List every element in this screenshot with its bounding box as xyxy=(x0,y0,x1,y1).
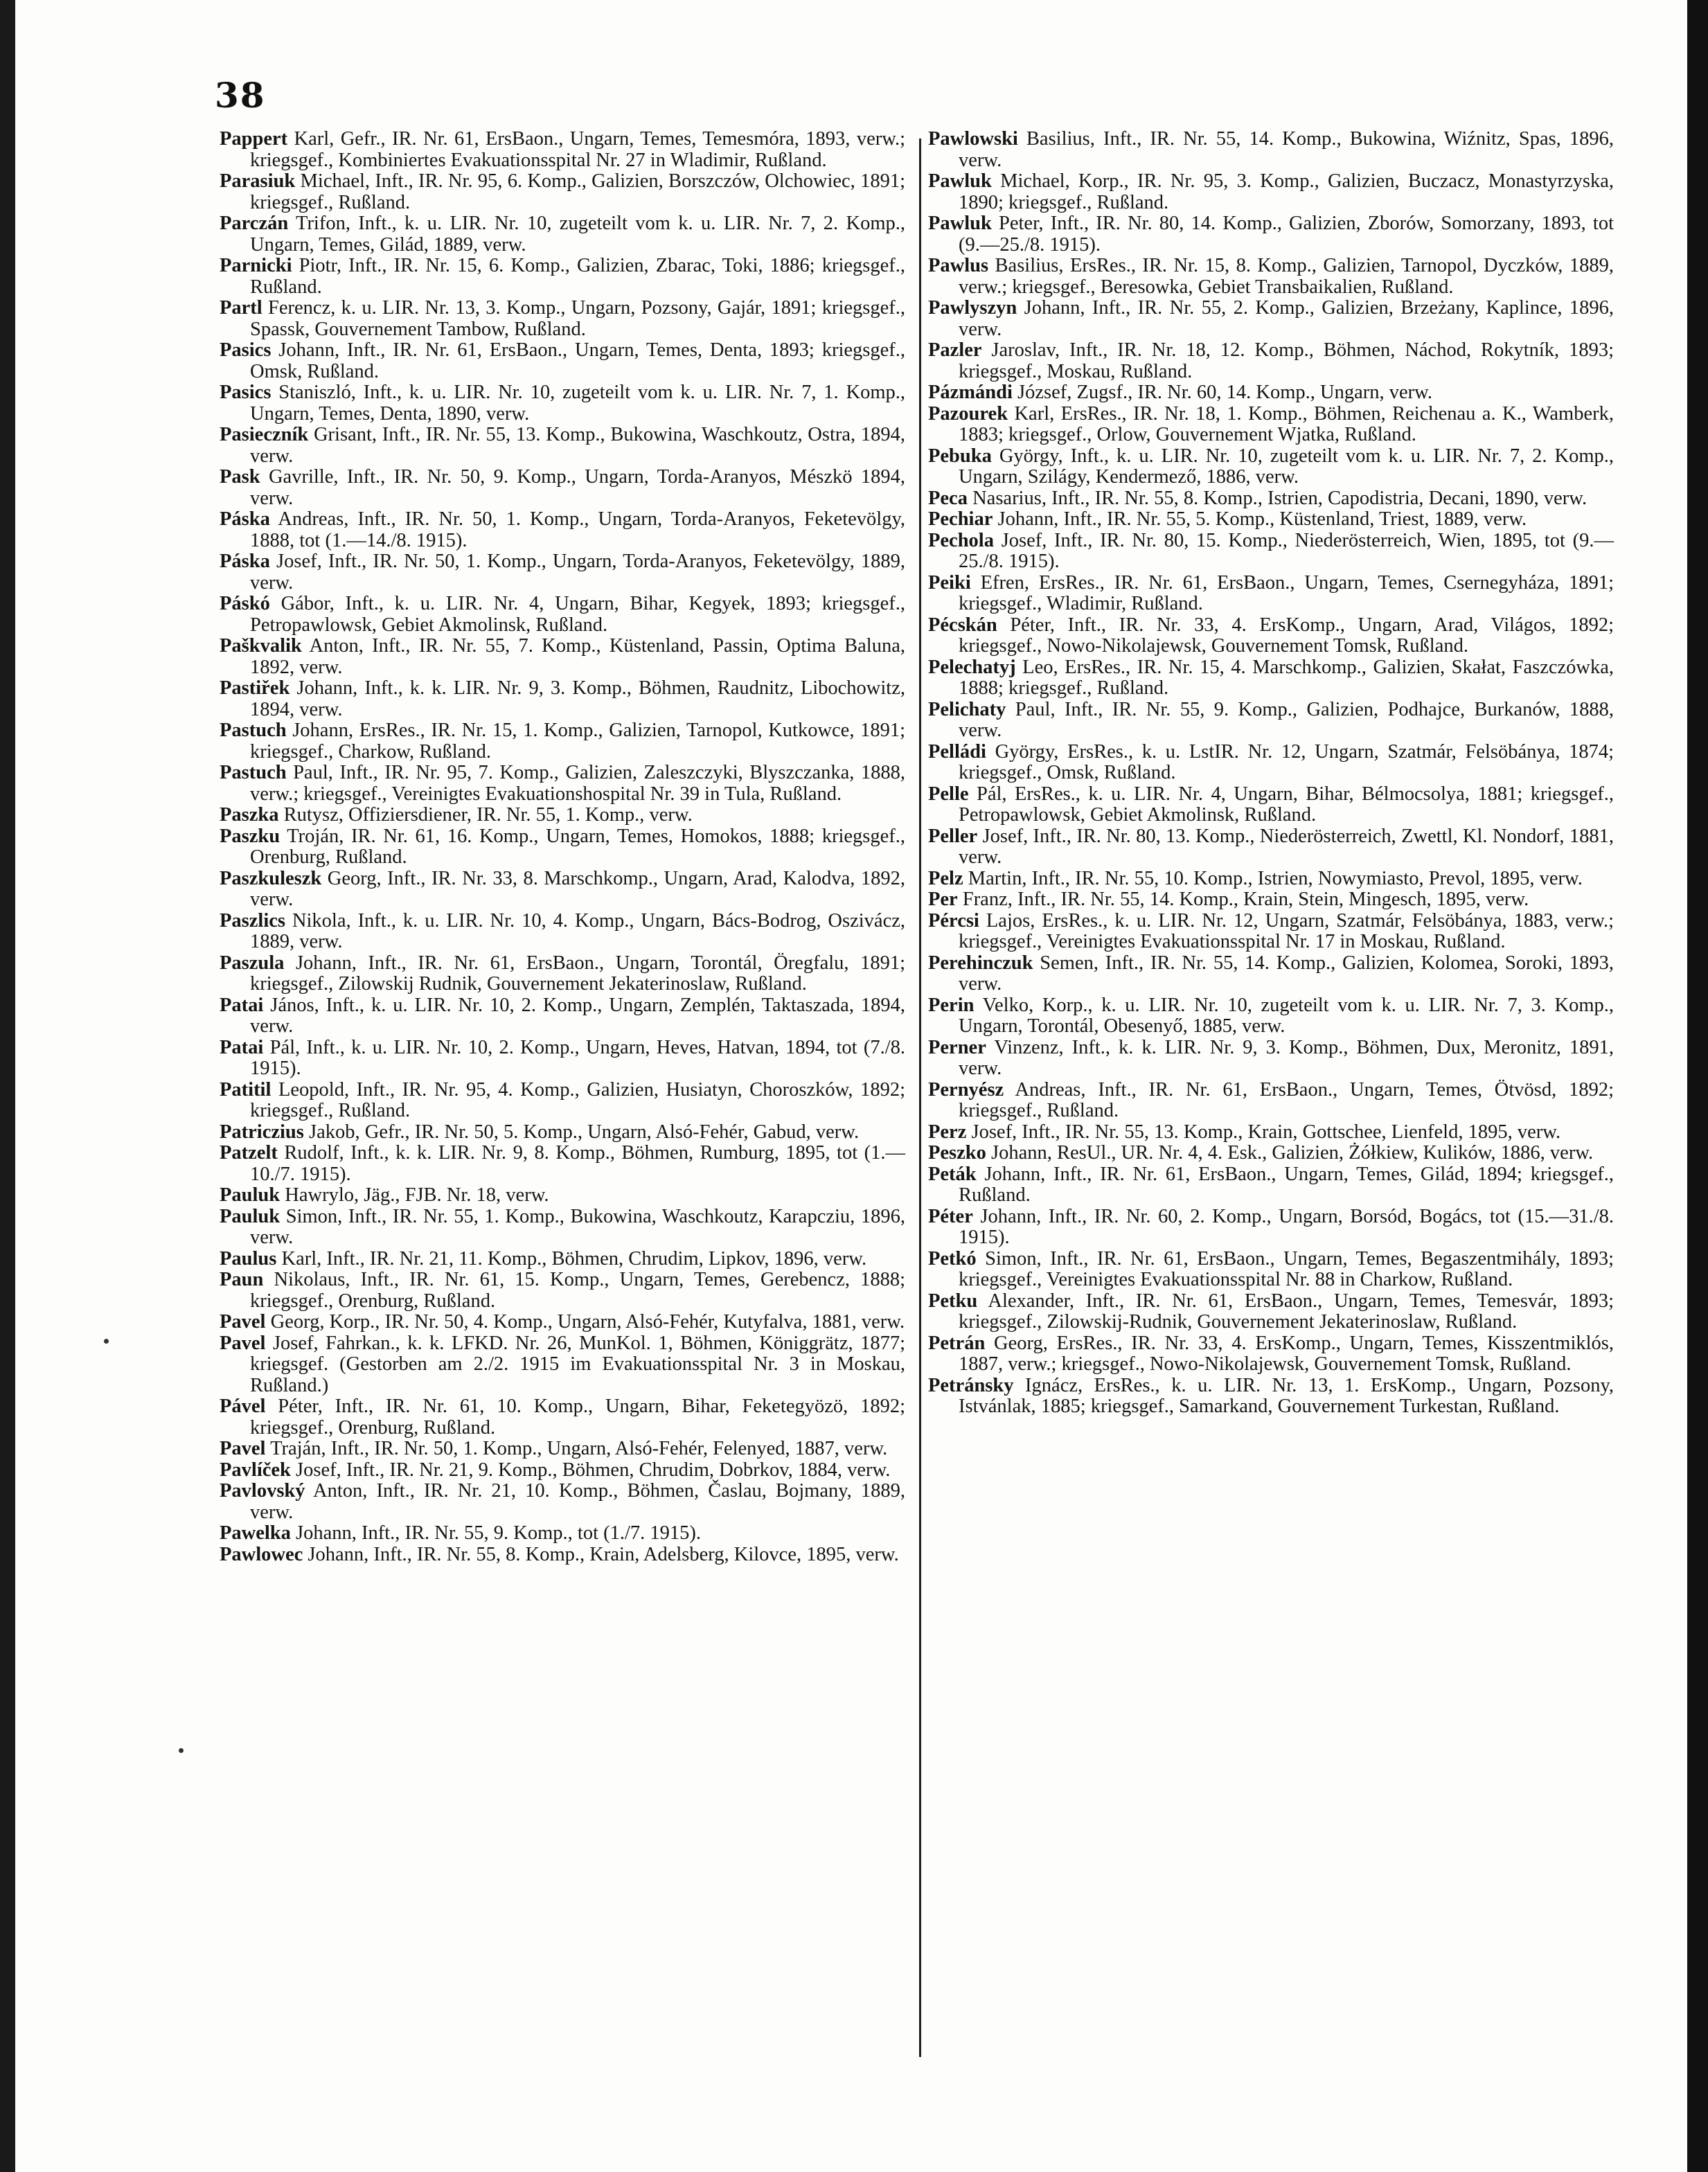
entry-surname: Pawluk xyxy=(928,213,992,234)
entry-details: Michael, Inft., IR. Nr. 95, 6. Komp., Galizien, Borszczów, Olchowiec, 1891; kriegsgef., Rußland. xyxy=(250,170,905,213)
entry-surname: Pask xyxy=(220,466,260,488)
register-entry xyxy=(220,1143,905,1185)
entry-surname: Paun xyxy=(220,1269,264,1290)
page-number: 38 xyxy=(215,75,266,116)
entry-details: Jaroslav, Inft., IR. Nr. 18, 12. Komp., Böhmen, Náchod, Rokytník, 1893; kriegsgef., Moskau, Rußland. xyxy=(959,339,1614,382)
entry-details: Gábor, Inft., k. u. LIR. Nr. 4, Ungarn, Bihar, Kegyek, 1893; kriegsgef., Petropawlowsk, Gebiet Akmolinsk, Rußland. xyxy=(250,593,905,636)
entry-details: Pál, Inft., k. u. LIR. Nr. 10, 2. Komp., Ungarn, Heves, Hatvan, 1894, tot (7./8. 1915). xyxy=(250,1036,905,1079)
entry-details: Gavrille, Inft., IR. Nr. 50, 9. Komp., Ungarn, Torda-Aranyos, Mészkö 1894, verw. xyxy=(250,466,905,509)
register-entry xyxy=(928,213,1614,256)
register-entry xyxy=(220,911,905,953)
entry-details: Péter, Inft., IR. Nr. 33, 4. ErsKomp., Ungarn, Arad, Világos, 1892; kriegsgef., Nowo-Nikolajewsk, Gouvernement Tomsk, Rußland. xyxy=(959,614,1614,657)
register-entry xyxy=(220,1481,905,1523)
entry-details: Grisant, Inft., IR. Nr. 55, 13. Komp., Bukowina, Waschkoutz, Ostra, 1894, verw. xyxy=(250,424,905,467)
entry-surname: Perz xyxy=(928,1121,967,1143)
register-entry xyxy=(928,615,1614,657)
register-entry xyxy=(220,953,905,995)
register-entry xyxy=(928,129,1614,171)
entry-details: Lajos, ErsRes., k. u. LIR. Nr. 12, Ungarn, Szatmár, Felsöbánya, 1883, verw.; kriegsgef., Vereinigtes Evakuationsspital Nr. 17 in Moskau, Rußland. xyxy=(959,909,1614,952)
entry-details: Pál, ErsRes., k. u. LIR. Nr. 4, Ungarn, Bihar, Bélmocsolya, 1881; kriegsgef., Petropawlowsk, Gebiet Akmolinsk, Rußland. xyxy=(959,783,1614,826)
entry-details: Josef, Inft., IR. Nr. 21, 9. Komp., Böhmen, Chrudim, Dobrkov, 1884, verw. xyxy=(290,1459,891,1481)
entry-surname: Pavel xyxy=(220,1332,266,1354)
register-entry xyxy=(220,1523,905,1545)
register-entry xyxy=(220,340,905,382)
entry-details: Michael, Korp., IR. Nr. 95, 3. Komp., Galizien, Buczacz, Monastyrzyska, 1890; kriegsgef., Rußland. xyxy=(959,170,1614,213)
entry-surname: Pastiřek xyxy=(220,677,290,699)
register-entry xyxy=(928,869,1614,890)
entry-details: Trifon, Inft., k. u. LIR. Nr. 10, zugeteilt vom k. u. LIR. Nr. 7, 2. Komp., Ungarn, Temes, Gilád, 1889, verw. xyxy=(250,213,905,256)
entry-surname: Pawluk xyxy=(928,170,992,192)
entry-surname: Pécskán xyxy=(928,614,997,636)
entry-details: János, Inft., k. u. LIR. Nr. 10, 2. Komp., Ungarn, Zemplén, Taktaszada, 1894, verw. xyxy=(250,994,905,1037)
entry-surname: Pércsi xyxy=(928,909,979,932)
entry-details: Anton, Inft., IR. Nr. 55, 7. Komp., Küstenland, Passin, Optima Baluna, 1892, verw. xyxy=(250,635,905,678)
entry-details: Traján, Inft., IR. Nr. 50, 1. Komp., Ungarn, Alsó-Fehér, Felenyed, 1887, verw. xyxy=(265,1438,888,1459)
entry-details: Anton, Inft., IR. Nr. 21, 10. Komp., Böhmen, Časlau, Bojmany, 1889, verw. xyxy=(250,1480,905,1523)
entry-surname: Paulus xyxy=(220,1247,277,1270)
register-entry xyxy=(928,742,1614,784)
register-entry xyxy=(928,1249,1614,1291)
register-entry xyxy=(928,446,1614,488)
register-entry xyxy=(220,1333,905,1397)
entry-surname: Pawelka xyxy=(220,1522,291,1544)
entry-details: Georg, ErsRes., IR. Nr. 33, 4. ErsKomp., Ungarn, Temes, Kisszentmiklós, 1887, verw.; kriegsgef., Nowo-Nikolajewsk, Gouvernement Tomsk, Rußland. xyxy=(959,1332,1614,1375)
entry-details: Andreas, Inft., IR. Nr. 50, 1. Komp., Ungarn, Torda-Aranyos, Feketevölgy, 1888, tot (1.—14./8. 1915). xyxy=(250,508,905,551)
register-entry xyxy=(220,171,905,213)
entry-details: Josef, Inft., IR. Nr. 50, 1. Komp., Ungarn, Torda-Aranyos, Feketevölgy, 1889, verw. xyxy=(250,551,905,594)
scan-border xyxy=(1687,0,1708,2172)
entry-details: Johann, Inft., IR. Nr. 61, ErsBaon., Ungarn, Temes, Denta, 1893; kriegsgef., Omsk, Rußland. xyxy=(250,339,905,382)
register-entry xyxy=(928,509,1614,531)
entry-surname: Pebuka xyxy=(928,445,992,467)
entry-details: György, Inft., k. u. LIR. Nr. 10, zugeteilt vom k. u. LIR. Nr. 7, 2. Komp., Ungarn, Szilágy, Kendermező, 1886, verw. xyxy=(959,445,1614,488)
register-entry xyxy=(928,700,1614,742)
entry-surname: Patzelt xyxy=(220,1142,278,1164)
entry-surname: Peca xyxy=(928,487,968,509)
register-entry xyxy=(220,1439,905,1460)
entry-surname: Pastuch xyxy=(220,720,287,741)
entry-surname: Páska xyxy=(220,551,270,572)
register-entry xyxy=(928,404,1614,446)
entry-surname: Per xyxy=(928,889,958,910)
entry-surname: Pauluk xyxy=(220,1205,281,1227)
entry-surname: Pasics xyxy=(220,339,272,361)
register-entry xyxy=(220,425,905,467)
entry-surname: Pauluk xyxy=(220,1184,281,1206)
entry-details: Piotr, Inft., IR. Nr. 15, 6. Komp., Galizien, Zbarac, Toki, 1886; kriegsgef., Rußland. xyxy=(250,255,905,298)
entry-surname: Paszkuleszk xyxy=(220,867,322,889)
entry-details: Ferencz, k. u. LIR. Nr. 13, 3. Komp., Ungarn, Pozsony, Gajár, 1891; kriegsgef., Spassk, Gouvernement Tambow, Rußland. xyxy=(250,297,905,340)
entry-details: Josef, Inft., IR. Nr. 55, 13. Komp., Krain, Gottschee, Lienfeld, 1895, verw. xyxy=(966,1121,1561,1143)
entry-surname: Páska xyxy=(220,508,270,530)
entry-surname: Partl xyxy=(220,297,263,319)
register-entry xyxy=(928,171,1614,213)
entry-surname: Pavel xyxy=(220,1438,266,1459)
entry-surname: Pelle xyxy=(928,783,969,805)
entry-details: Basilius, ErsRes., IR. Nr. 15, 8. Komp., Galizien, Tarnopol, Dyczków, 1889, verw.; kriegsgef., Beresowka, Gebiet Transbaikalien, Rußland. xyxy=(959,255,1614,298)
entry-details: Leopold, Inft., IR. Nr. 95, 4. Komp., Galizien, Husiatyn, Choroszków, 1892; kriegsgef., Rußland. xyxy=(250,1078,905,1121)
entry-surname: Pawlus xyxy=(928,255,989,276)
register-entry xyxy=(220,805,905,826)
entry-surname: Peták xyxy=(928,1163,977,1185)
entry-surname: Paszlics xyxy=(220,909,285,932)
register-entry xyxy=(928,1143,1614,1164)
register-entry xyxy=(928,256,1614,298)
entry-surname: Pazler xyxy=(928,339,982,361)
entry-details: György, ErsRes., k. u. LstIR. Nr. 12, Ungarn, Szatmár, Felsöbánya, 1874; kriegsgef., Omsk, Rußland. xyxy=(959,740,1614,783)
register-entry xyxy=(220,1185,905,1207)
entry-details: Franz, Inft., IR. Nr. 55, 14. Komp., Krain, Stein, Mingesch, 1895, verw. xyxy=(957,889,1529,910)
entry-details: Johann, Inft., IR. Nr. 55, 2. Komp., Galizien, Brzeżany, Kaplince, 1896, verw. xyxy=(959,297,1614,340)
entry-surname: Parczán xyxy=(220,213,289,234)
register-entry xyxy=(220,1122,905,1143)
register-entry xyxy=(928,1333,1614,1376)
entry-surname: Perin xyxy=(928,994,975,1016)
register-entry xyxy=(220,720,905,763)
register-entry xyxy=(928,826,1614,869)
entry-surname: Pawlyszyn xyxy=(928,297,1017,319)
register-entry xyxy=(928,784,1614,826)
entry-surname: Péter xyxy=(928,1205,973,1227)
entry-surname: Petku xyxy=(928,1290,978,1312)
register-entry xyxy=(928,1207,1614,1249)
entry-surname: Pernyész xyxy=(928,1078,1004,1101)
register-entry xyxy=(220,1249,905,1270)
right-column xyxy=(928,129,1614,1418)
register-entry xyxy=(220,869,905,911)
register-entry xyxy=(928,1080,1614,1122)
register-entry xyxy=(928,1038,1614,1080)
register-entry xyxy=(220,129,905,171)
register-entry xyxy=(220,763,905,805)
entry-surname: Pechiar xyxy=(928,508,993,530)
entry-details: Josef, Inft., IR. Nr. 80, 13. Komp., Niederösterreich, Zwettl, Kl. Nondorf, 1881, verw. xyxy=(959,825,1614,868)
entry-surname: Paszka xyxy=(220,804,279,826)
entry-details: Nasarius, Inft., IR. Nr. 55, 8. Komp., Istrien, Capodistria, Decani, 1890, verw. xyxy=(967,487,1587,509)
entry-details: Georg, Inft., IR. Nr. 33, 8. Marschkomp., Ungarn, Arad, Kalodva, 1892, verw. xyxy=(250,867,905,910)
register-entry xyxy=(928,889,1614,911)
entry-details: Johann, ErsRes., IR. Nr. 15, 1. Komp., Galizien, Tarnopol, Kutkowce, 1891; kriegsgef., Charkow, Rußland. xyxy=(250,720,905,763)
register-entry xyxy=(928,995,1614,1038)
register-entry xyxy=(928,382,1614,404)
register-entry xyxy=(220,636,905,678)
entry-details: Nikola, Inft., k. u. LIR. Nr. 10, 4. Komp., Ungarn, Bács-Bodrog, Oszivácz, 1889, verw. xyxy=(250,909,905,952)
entry-details: Simon, Inft., IR. Nr. 55, 1. Komp., Bukowina, Waschkoutz, Karapcziu, 1896, verw. xyxy=(250,1205,905,1248)
entry-details: Leo, ErsRes., IR. Nr. 15, 4. Marschkomp., Galizien, Skałat, Faszczówka, 1888; kriegsgef., Rußland. xyxy=(959,656,1614,699)
entry-surname: Pavlovský xyxy=(220,1480,305,1502)
entry-details: Johann, Inft., IR. Nr. 55, 9. Komp., tot (1./7. 1915). xyxy=(290,1522,702,1544)
register-entry xyxy=(220,467,905,509)
entry-surname: Pavel xyxy=(220,1311,266,1333)
entry-surname: Pelz xyxy=(928,867,963,889)
entry-details: Rudolf, Inft., k. k. LIR. Nr. 9, 8. Komp., Böhmen, Rumburg, 1895, tot (1.—10./7. 1915). xyxy=(250,1142,905,1185)
entry-surname: Pastuch xyxy=(220,762,287,783)
entry-surname: Petrán xyxy=(928,1332,986,1354)
entry-surname: Pelichaty xyxy=(928,698,1006,720)
register-entry xyxy=(220,995,905,1038)
entry-details: Peter, Inft., IR. Nr. 80, 14. Komp., Galizien, Zborów, Somorzany, 1893, tot (9.—25./8. 1915). xyxy=(959,213,1614,256)
register-entry xyxy=(928,340,1614,382)
entry-details: Staniszló, Inft., k. u. LIR. Nr. 10, zugeteilt vom k. u. LIR. Nr. 7, 1. Komp., Ungarn, Temes, Denta, 1890, verw. xyxy=(250,382,905,425)
register-entry xyxy=(928,1164,1614,1207)
entry-details: Karl, Gefr., IR. Nr. 61, ErsBaon., Ungarn, Temes, Temesmóra, 1893, verw.; kriegsgef., Kombiniertes Evakuationsspital Nr. 27 in Wladimir, Rußland. xyxy=(250,128,905,171)
register-entry xyxy=(220,1396,905,1439)
entry-details: Jakob, Gefr., IR. Nr. 50, 5. Komp., Ungarn, Alsó-Fehér, Gabud, verw. xyxy=(303,1121,860,1143)
entry-surname: Pável xyxy=(220,1396,266,1417)
register-entry xyxy=(220,509,905,551)
register-entry xyxy=(220,551,905,594)
register-entry xyxy=(928,911,1614,953)
entry-details: Paul, Inft., IR. Nr. 55, 9. Komp., Galizien, Podhajce, Burkanów, 1888, verw. xyxy=(959,698,1614,741)
register-entry xyxy=(220,1080,905,1122)
entry-surname: Pasieczník xyxy=(220,424,309,445)
register-entry xyxy=(220,298,905,340)
entry-surname: Patai xyxy=(220,1036,264,1058)
entry-surname: Petkó xyxy=(928,1247,977,1270)
register-entry xyxy=(220,826,905,869)
register-entry xyxy=(220,1460,905,1481)
entry-details: Troján, IR. Nr. 61, 16. Komp., Ungarn, Temes, Homokos, 1888; kriegsgef., Orenburg, Rußland. xyxy=(250,825,905,868)
entry-surname: Patitil xyxy=(220,1078,272,1101)
register-entry xyxy=(928,1122,1614,1143)
entry-details: Semen, Inft., IR. Nr. 55, 14. Komp., Galizien, Kolomea, Soroki, 1893, verw. xyxy=(959,952,1614,995)
entry-details: Josef, Inft., IR. Nr. 80, 15. Komp., Niederösterreich, Wien, 1895, tot (9.—25./8. 1915). xyxy=(959,529,1614,572)
entry-details: Johann, Inft., IR. Nr. 61, ErsBaon., Ungarn, Torontál, Öregfalu, 1891; kriegsgef., Zilowskij Rudnik, Gouvernement Jekaterinoslaw, Rußland. xyxy=(250,952,905,995)
entry-surname: Perehinczuk xyxy=(928,952,1033,974)
document-page xyxy=(15,0,1687,2172)
entry-surname: Pasics xyxy=(220,382,272,403)
entry-details: Efren, ErsRes., IR. Nr. 61, ErsBaon., Ungarn, Temes, Csernegyháza, 1891; kriegsgef., Wladimir, Rußland. xyxy=(959,571,1614,614)
register-entry xyxy=(220,1207,905,1249)
entry-details: Rutysz, Offiziersdiener, IR. Nr. 55, 1. Komp., verw. xyxy=(278,804,693,826)
entry-details: Martin, Inft., IR. Nr. 55, 10. Komp., Istrien, Nowymiasto, Prevol, 1895, verw. xyxy=(963,867,1583,889)
register-entry xyxy=(220,1270,905,1312)
entry-details: Josef, Fahrkan., k. k. LFKD. Nr. 26, MunKol. 1, Böhmen, Königgrätz, 1877; kriegsgef. (Gestorben am 2./2. 1915 im Evakuationsspital Nr. 3 in Moskau, Rußland.) xyxy=(250,1332,905,1396)
register-entry xyxy=(928,573,1614,615)
entry-surname: Pawlowski xyxy=(928,128,1018,150)
entry-surname: Paškvalik xyxy=(220,635,302,657)
entry-details: Georg, Korp., IR. Nr. 50, 4. Komp., Ungarn, Alsó-Fehér, Kutyfalva, 1881, verw. xyxy=(265,1311,905,1333)
entry-details: Ignácz, ErsRes., k. u. LIR. Nr. 13, 1. ErsKomp., Ungarn, Pozsony, Istvánlak, 1885; kriegsgef., Samarkand, Gouvernement Turkestan, Rußland. xyxy=(959,1374,1614,1417)
entry-surname: Pavlíček xyxy=(220,1459,291,1481)
entry-details: Johann, Inft., IR. Nr. 60, 2. Komp., Ungarn, Borsód, Bogács, tot (15.—31./8. 1915). xyxy=(959,1205,1614,1248)
margin-speck xyxy=(179,1748,184,1753)
entry-surname: Paszku xyxy=(220,825,281,847)
register-entry xyxy=(220,1312,905,1333)
entry-details: Simon, Inft., IR. Nr. 61, ErsBaon., Ungarn, Temes, Begaszentmihály, 1893; kriegsgef., Vereinigtes Evakuationsspital Nr. 88 in Charkow, Rußland. xyxy=(959,1247,1614,1290)
entry-surname: Pelechatyj xyxy=(928,656,1016,678)
entry-details: Karl, Inft., IR. Nr. 21, 11. Komp., Böhmen, Chrudim, Lipkov, 1896, verw. xyxy=(276,1247,867,1270)
register-entry xyxy=(220,594,905,636)
entry-surname: Pelládi xyxy=(928,740,986,763)
entry-details: Paul, Inft., IR. Nr. 95, 7. Komp., Galizien, Zaleszczyki, Blyszczanka, 1888, verw.; kriegsgef., Vereinigtes Evakuationshospital Nr. 39 in Tula, Rußland. xyxy=(250,762,905,805)
entry-details: Péter, Inft., IR. Nr. 61, 10. Komp., Ungarn, Bihar, Feketegyözö, 1892; kriegsgef., Orenburg, Rußland. xyxy=(250,1396,905,1439)
entry-surname: Patai xyxy=(220,994,264,1016)
entry-surname: Parasiuk xyxy=(220,170,296,192)
entry-details: Johann, ResUl., UR. Nr. 4, 4. Esk., Galizien, Żółkiew, Kulików, 1886, verw. xyxy=(986,1142,1594,1164)
entry-surname: Pappert xyxy=(220,128,288,150)
entry-surname: Patriczius xyxy=(220,1121,304,1143)
register-entry xyxy=(928,657,1614,700)
register-entry xyxy=(928,531,1614,573)
entry-details: Vinzenz, Inft., k. k. LIR. Nr. 9, 3. Komp., Böhmen, Dux, Meronitz, 1891, verw. xyxy=(959,1036,1614,1079)
entry-surname: Páskó xyxy=(220,593,270,614)
register-entry xyxy=(928,953,1614,995)
entry-surname: Pazourek xyxy=(928,402,1008,425)
entry-details: Johann, Inft., IR. Nr. 61, ErsBaon., Ungarn, Temes, Gilád, 1894; kriegsgef., Rußland. xyxy=(959,1163,1614,1206)
entry-surname: Pázmándi xyxy=(928,382,1013,403)
entry-surname: Petránsky xyxy=(928,1374,1014,1396)
entry-details: Nikolaus, Inft., IR. Nr. 61, 15. Komp., Ungarn, Temes, Gerebencz, 1888; kriegsgef., Orenburg, Rußland. xyxy=(250,1269,905,1312)
register-entry xyxy=(928,1291,1614,1333)
entry-details: Velko, Korp., k. u. LIR. Nr. 10, zugeteilt vom k. u. LIR. Nr. 7, 3. Komp., Ungarn, Torontál, Obesenyő, 1885, verw. xyxy=(959,994,1614,1037)
entry-details: Karl, ErsRes., IR. Nr. 18, 1. Komp., Böhmen, Reichenau a. K., Wamberk, 1883; kriegsgef., Orlow, Gouvernement Wjatka, Rußland. xyxy=(959,402,1614,445)
register-entry xyxy=(220,213,905,256)
entry-surname: Peller xyxy=(928,825,978,847)
entry-details: Basilius, Inft., IR. Nr. 55, 14. Komp., Bukowina, Wiźnitz, Spas, 1896, verw. xyxy=(959,128,1614,171)
entry-surname: Peszko xyxy=(928,1142,986,1164)
entry-details: József, Zugsf., IR. Nr. 60, 14. Komp., Ungarn, verw. xyxy=(1012,382,1432,403)
entry-surname: Peiki xyxy=(928,571,971,594)
register-entry xyxy=(928,298,1614,340)
entry-surname: Perner xyxy=(928,1036,986,1058)
entry-details: Andreas, Inft., IR. Nr. 61, ErsBaon., Ungarn, Temes, Ötvösd, 1892; kriegsgef., Rußland. xyxy=(959,1078,1614,1121)
column-divider xyxy=(919,139,921,2057)
entry-surname: Pechola xyxy=(928,529,994,551)
entry-surname: Parnicki xyxy=(220,255,292,276)
register-entry xyxy=(220,1545,905,1566)
entry-details: Hawrylo, Jäg., FJB. Nr. 18, verw. xyxy=(280,1184,549,1206)
entry-details: Johann, Inft., IR. Nr. 55, 8. Komp., Krain, Adelsberg, Kilovce, 1895, verw. xyxy=(303,1543,899,1565)
register-entry xyxy=(220,382,905,425)
register-entry xyxy=(220,1038,905,1080)
entry-details: Johann, Inft., k. k. LIR. Nr. 9, 3. Komp., Böhmen, Raudnitz, Libochowitz, 1894, verw. xyxy=(250,677,905,720)
register-entry xyxy=(220,678,905,720)
entry-surname: Pawlowec xyxy=(220,1543,303,1565)
register-entry xyxy=(928,488,1614,510)
left-column xyxy=(220,129,905,1565)
margin-speck xyxy=(104,1339,109,1344)
entry-surname: Paszula xyxy=(220,952,285,974)
entry-details: Johann, Inft., IR. Nr. 55, 5. Komp., Küstenland, Triest, 1889, verw. xyxy=(993,508,1527,530)
entry-details: Alexander, Inft., IR. Nr. 61, ErsBaon., Ungarn, Temes, Temesvár, 1893; kriegsgef., Zilowskij-Rudnik, Gouvernement Jekaterinoslaw, Rußland. xyxy=(959,1290,1614,1333)
register-entry xyxy=(928,1376,1614,1418)
register-entry xyxy=(220,256,905,298)
